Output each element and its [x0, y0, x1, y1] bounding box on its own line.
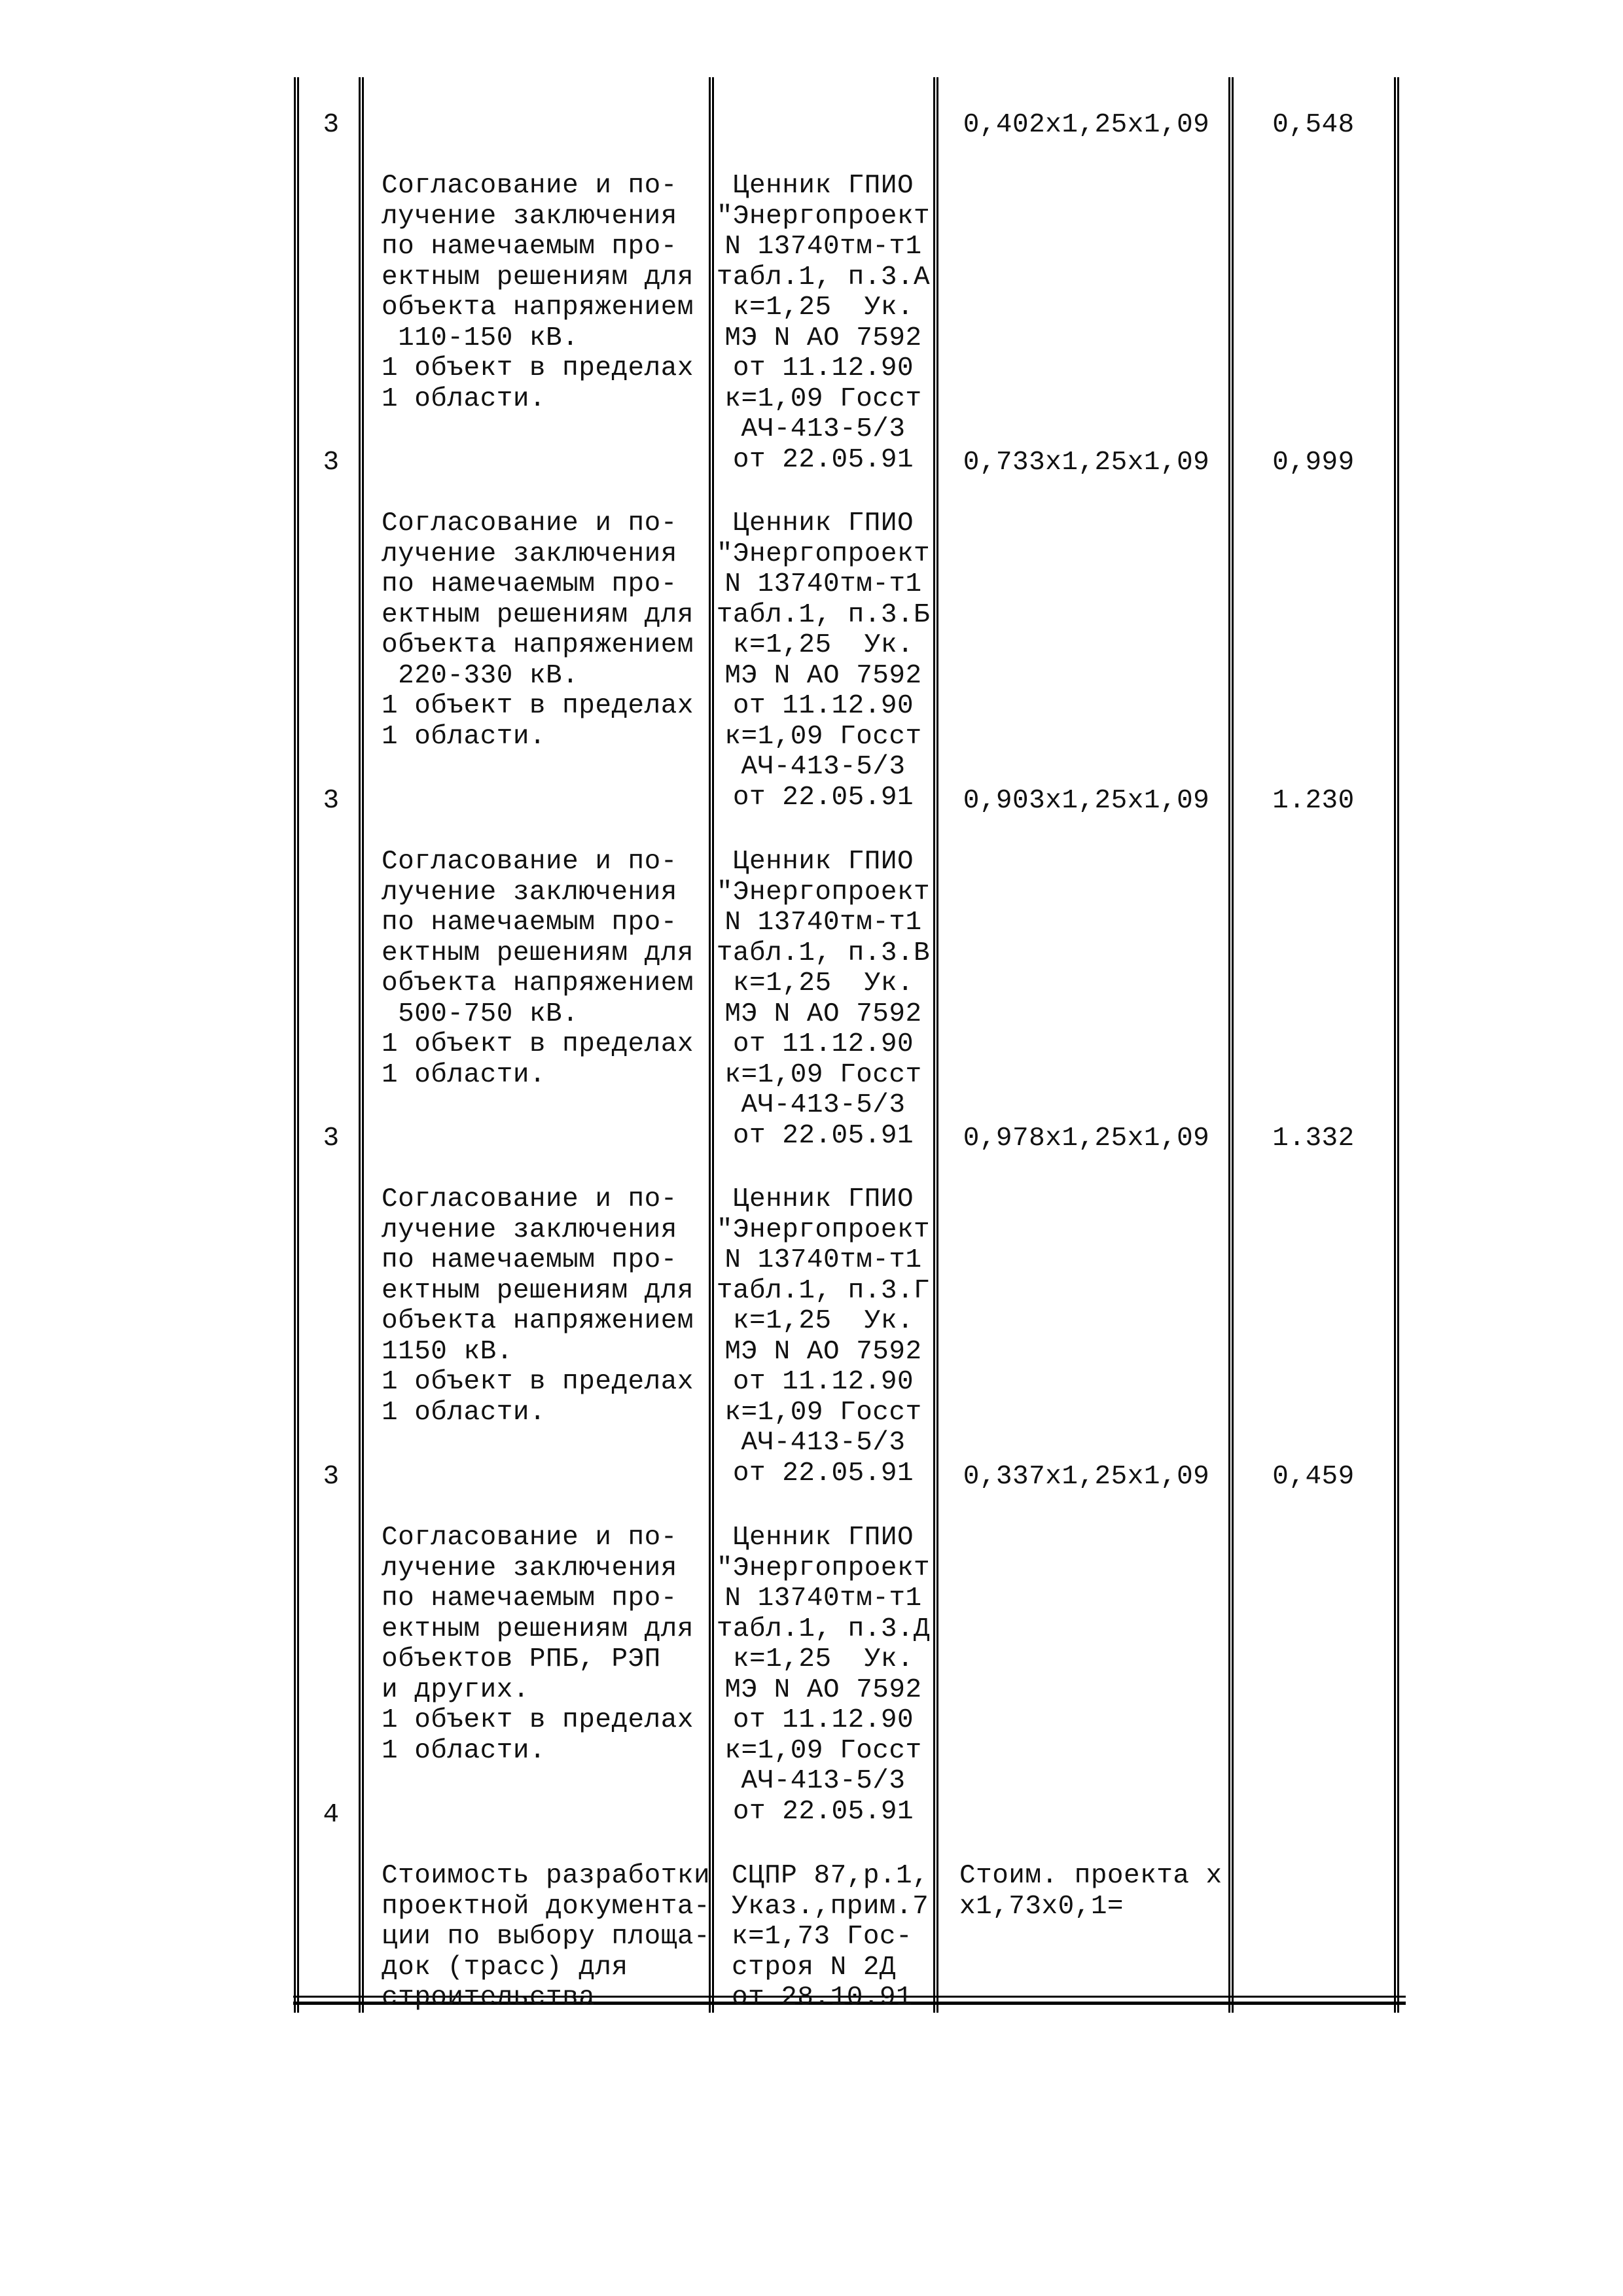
work-description: Согласование и по- лучение заключения по намечаемым про- ектным решениям для объектов РПБ, РЭП и других. 1 объект в пределах 1 области.	[382, 1523, 694, 1766]
result-value: 1.332	[1272, 1123, 1355, 1154]
price-source: СЦПР 87,р.1, Указ.,прим.7 к=1,73 Гос- строя N 2Д от 28.10.91	[732, 1861, 929, 2013]
price-source: Ценник ГПИО "Энергопроект N 13740тм-т1 табл.1, п.3.Г к=1,25 Ук. МЭ N АО 7592 от 11.12.90 к=1,09 Госст АЧ-413-5/3 от 22.05.91	[716, 1184, 931, 1489]
work-description: Согласование и по- лучение заключения по намечаемым про- ектным решениям для объекта напряжением 220-330 кВ. 1 объект в пределах 1 области.	[382, 508, 694, 752]
work-description: Согласование и по- лучение заключения по намечаемым про- ектным решениям для объекта напряжением 1150 кВ. 1 объект в пределах 1 области.	[382, 1184, 694, 1428]
result-value: 0,999	[1272, 448, 1355, 478]
row-number: 3	[323, 1123, 340, 1154]
result-value: 1.230	[1272, 786, 1355, 816]
row-number: 3	[323, 1462, 340, 1492]
work-description: Стоимость разработки проектной документа- ции по выбору площа- док (трасс) для строительства	[382, 1861, 711, 2013]
column-divider-1	[359, 77, 364, 2013]
result-value: 0,548	[1272, 110, 1355, 140]
table-left-border	[294, 77, 299, 2013]
calculation-formula: 0,733x1,25x1,09	[963, 448, 1210, 478]
column-divider-2	[709, 77, 714, 2013]
result-value: 0,459	[1272, 1462, 1355, 1492]
table-right-border	[1394, 77, 1399, 2013]
column-divider-4	[1228, 77, 1234, 2013]
calculation-formula: 0,402x1,25x1,09	[963, 110, 1210, 140]
price-source: Ценник ГПИО "Энергопроект N 13740тм-т1 табл.1, п.3.Б к=1,25 Ук. МЭ N АО 7592 от 11.12.90 к=1,09 Госст АЧ-413-5/3 от 22.05.91	[716, 508, 931, 813]
calculation-formula: 0,978x1,25x1,09	[963, 1123, 1210, 1154]
price-source: Ценник ГПИО "Энергопроект N 13740тм-т1 табл.1, п.3.В к=1,25 Ук. МЭ N АО 7592 от 11.12.90 к=1,09 Госст АЧ-413-5/3 от 22.05.91	[716, 847, 931, 1151]
work-description: Согласование и по- лучение заключения по намечаемым про- ектным решениям для объекта напряжением 500-750 кВ. 1 объект в пределах 1 области.	[382, 847, 694, 1090]
calculation-formula: Стоим. проекта x x1,73x0,1=	[959, 1861, 1222, 1922]
work-description: Согласование и по- лучение заключения по намечаемым про- ектным решениям для объекта напряжением 110-150 кВ. 1 объект в пределах 1 области.	[382, 171, 694, 414]
price-source: Ценник ГПИО "Энергопроект N 13740тм-т1 табл.1, п.3.Д к=1,25 Ук. МЭ N АО 7592 от 11.12.90 к=1,09 Госст АЧ-413-5/3 от 22.05.91	[716, 1523, 931, 1827]
row-number: 3	[323, 110, 340, 140]
calculation-formula: 0,337x1,25x1,09	[963, 1462, 1210, 1492]
row-number: 3	[323, 448, 340, 478]
column-divider-3	[933, 77, 938, 2013]
row-number: 4	[323, 1800, 340, 1830]
calculation-formula: 0,903x1,25x1,09	[963, 786, 1210, 816]
row-number: 3	[323, 786, 340, 816]
price-source: Ценник ГПИО "Энергопроект N 13740тм-т1 табл.1, п.3.А к=1,25 Ук. МЭ N АО 7592 от 11.12.90 к=1,09 Госст АЧ-413-5/3 от 22.05.91	[716, 171, 931, 475]
